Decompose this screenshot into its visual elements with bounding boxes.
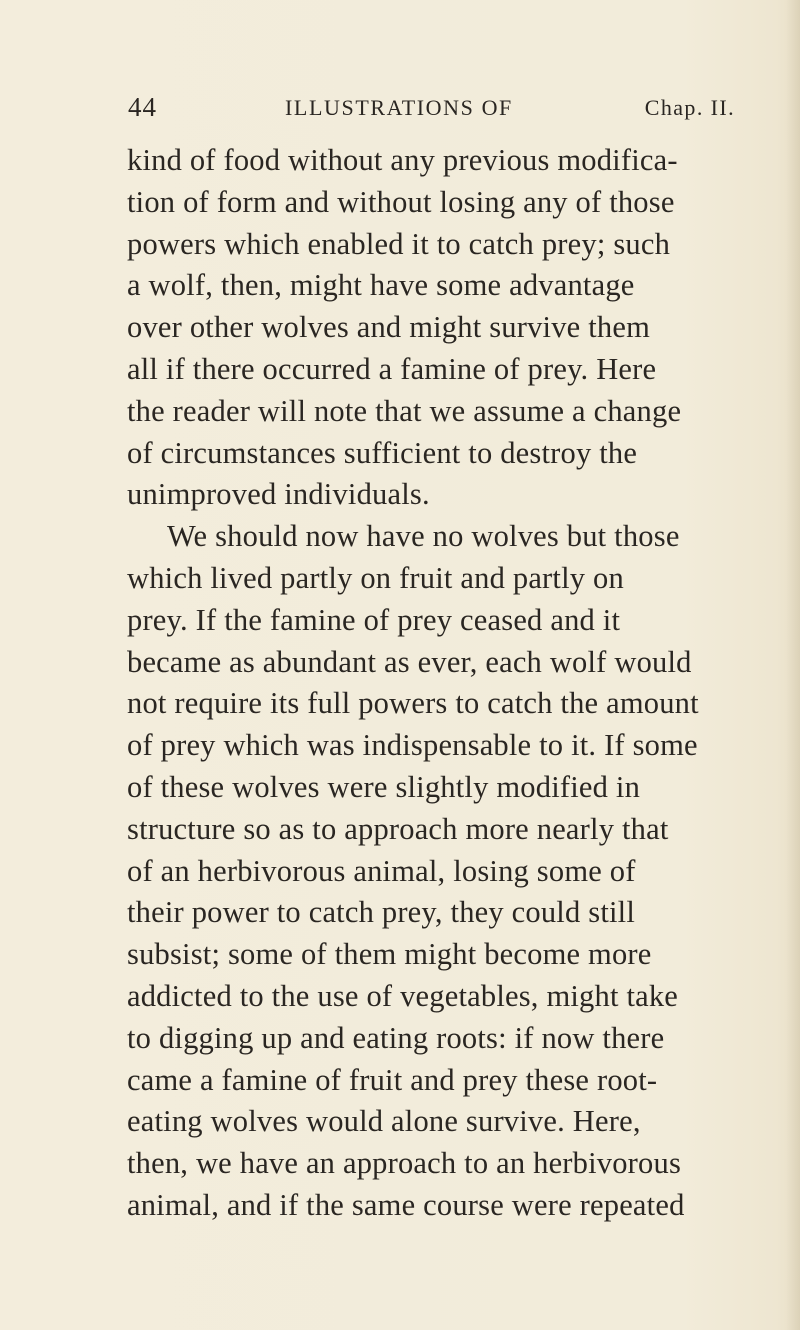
text-line: addicted to the use of vegetables, might take (127, 978, 679, 1013)
paragraph-start-line: We should now have no wolves but those (167, 519, 680, 554)
text-line: animal, and if the same course were repeated (127, 1187, 685, 1222)
text-line: became as abundant as ever, each wolf would (127, 644, 692, 679)
running-title: ILLUSTRATIONS OF (285, 95, 513, 120)
body-text (127, 140, 735, 1227)
text-line: powers which enabled it to catch prey; such (127, 226, 671, 261)
text-line: unimproved individuals. (127, 477, 430, 512)
text-line: eating wolves would alone survive. Here, (127, 1104, 641, 1139)
text-line: of circumstances sufficient to destroy the (127, 435, 638, 470)
text-line: all if there occurred a famine of prey. Here (127, 351, 657, 386)
text-line: not require its full powers to catch the amount (127, 686, 699, 721)
text-line: kind of food without any previous modifica- (127, 143, 678, 177)
text-line: over other wolves and might survive them (127, 310, 651, 345)
page-number: 44 (128, 92, 157, 122)
text-line: to digging up and eating roots: if now there (127, 1020, 665, 1055)
page-edge-shadow (786, 0, 800, 1330)
text-line: of an herbivorous animal, losing some of (127, 853, 636, 888)
text-line: their power to catch prey, they could still (127, 895, 636, 930)
text-line: of prey which was indispensable to it. If some (127, 728, 698, 763)
chapter-label: Chap. II. (644, 95, 735, 120)
text-line: which lived partly on fruit and partly on (127, 560, 624, 595)
text-line: came a famine of fruit and prey these root- (127, 1062, 658, 1097)
text-line: prey. If the famine of prey ceased and it (127, 602, 621, 637)
text-line: a wolf, then, might have some advantage (127, 268, 635, 303)
text-line: structure so as to approach more nearly that (127, 811, 669, 846)
text-line: the reader will note that we assume a change (127, 393, 682, 428)
text-line: tion of form and without losing any of those (127, 184, 675, 219)
text-line: subsist; some of them might become more (127, 937, 652, 972)
running-head (128, 92, 735, 132)
text-line: of these wolves were slightly modified in (127, 769, 641, 804)
text-line: then, we have an approach to an herbivorous (127, 1146, 682, 1181)
